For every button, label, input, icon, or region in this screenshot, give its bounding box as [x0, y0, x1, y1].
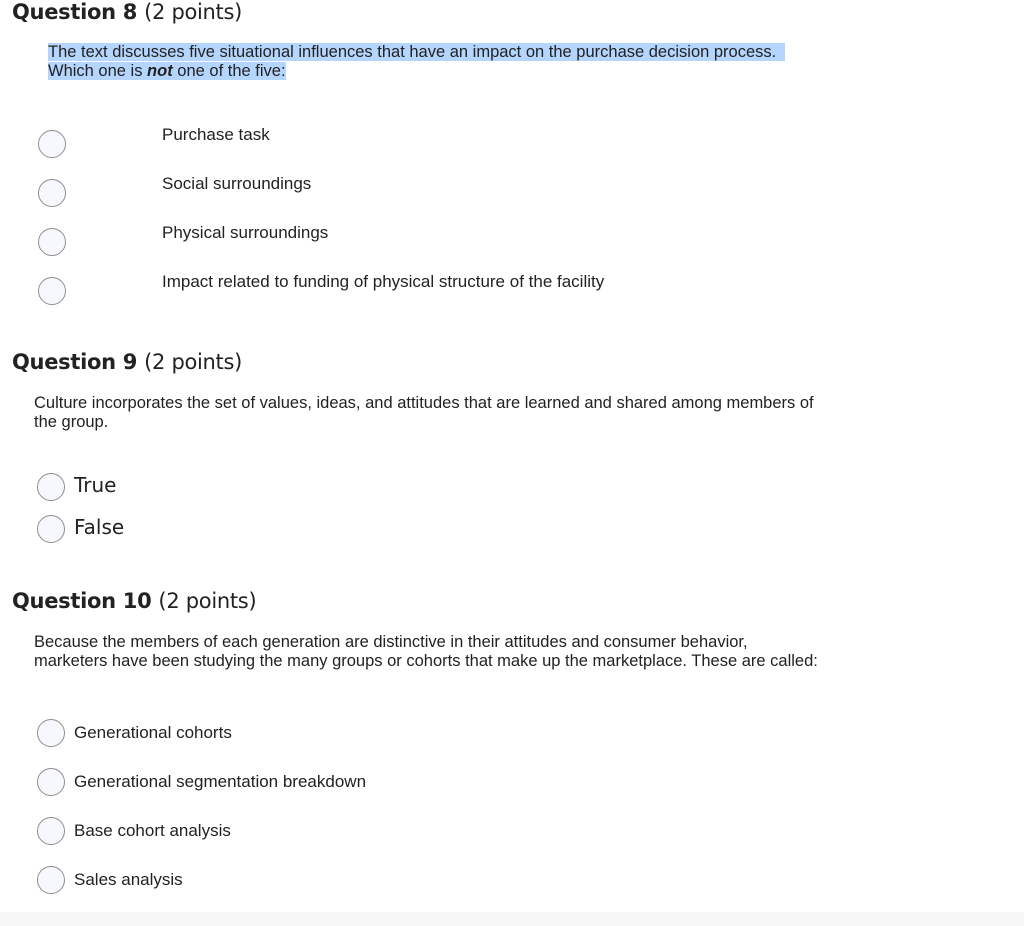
- radio-q10-option-2[interactable]: [37, 768, 65, 796]
- option-label-true[interactable]: True: [74, 473, 117, 497]
- question-8-prompt: [48, 43, 785, 81]
- option-label[interactable]: Purchase task: [162, 125, 270, 144]
- radio-q10-option-3[interactable]: [37, 817, 65, 845]
- radio-q8-option-2[interactable]: [38, 179, 66, 207]
- question-10-title: [12, 589, 256, 613]
- prompt-line-2: the group.: [34, 413, 109, 431]
- radio-q8-option-3[interactable]: [38, 228, 66, 256]
- option-label-false[interactable]: False: [74, 515, 125, 539]
- option-label[interactable]: Physical surroundings: [162, 223, 329, 242]
- radio-q9-true[interactable]: [37, 473, 65, 501]
- option-label[interactable]: Generational cohorts: [74, 723, 232, 742]
- emphasis-not: not: [147, 62, 173, 80]
- option-label[interactable]: Sales analysis: [74, 870, 183, 889]
- radio-q10-option-4[interactable]: [37, 866, 65, 894]
- question-10-prompt: [34, 633, 818, 671]
- radio-q9-false[interactable]: [37, 515, 65, 543]
- question-8-title: [12, 0, 242, 24]
- option-label[interactable]: Impact related to funding of physical structure of the facility: [162, 272, 605, 291]
- question-points: (2 points): [158, 589, 257, 613]
- question-number: Question 8: [12, 0, 138, 24]
- question-9-title: [12, 350, 242, 374]
- question-number: Question 10: [12, 589, 152, 613]
- prompt-line-2: marketers have been studying the many groups or cohorts that make up the marketplace. These are called:: [34, 652, 818, 670]
- question-9-prompt: [34, 394, 814, 432]
- radio-q8-option-1[interactable]: [38, 130, 66, 158]
- prompt-line-1: Because the members of each generation are distinctive in their attitudes and consumer behavior,: [34, 633, 748, 651]
- prompt-line-2: Which one is not one of the five:: [48, 62, 286, 80]
- question-number: Question 9: [12, 350, 138, 374]
- option-label[interactable]: Generational segmentation breakdown: [74, 772, 367, 791]
- prompt-line-1: Culture incorporates the set of values, ideas, and attitudes that are learned and shared among members of: [34, 394, 814, 412]
- option-label[interactable]: Social surroundings: [162, 174, 312, 193]
- page-footer-band: [0, 912, 1024, 926]
- question-points: (2 points): [144, 350, 243, 374]
- radio-q8-option-4[interactable]: [38, 277, 66, 305]
- question-points: (2 points): [144, 0, 243, 24]
- radio-q10-option-1[interactable]: [37, 719, 65, 747]
- option-label[interactable]: Base cohort analysis: [74, 821, 231, 840]
- prompt-line-1: The text discusses five situational influences that have an impact on the purchase decision process.: [48, 43, 777, 61]
